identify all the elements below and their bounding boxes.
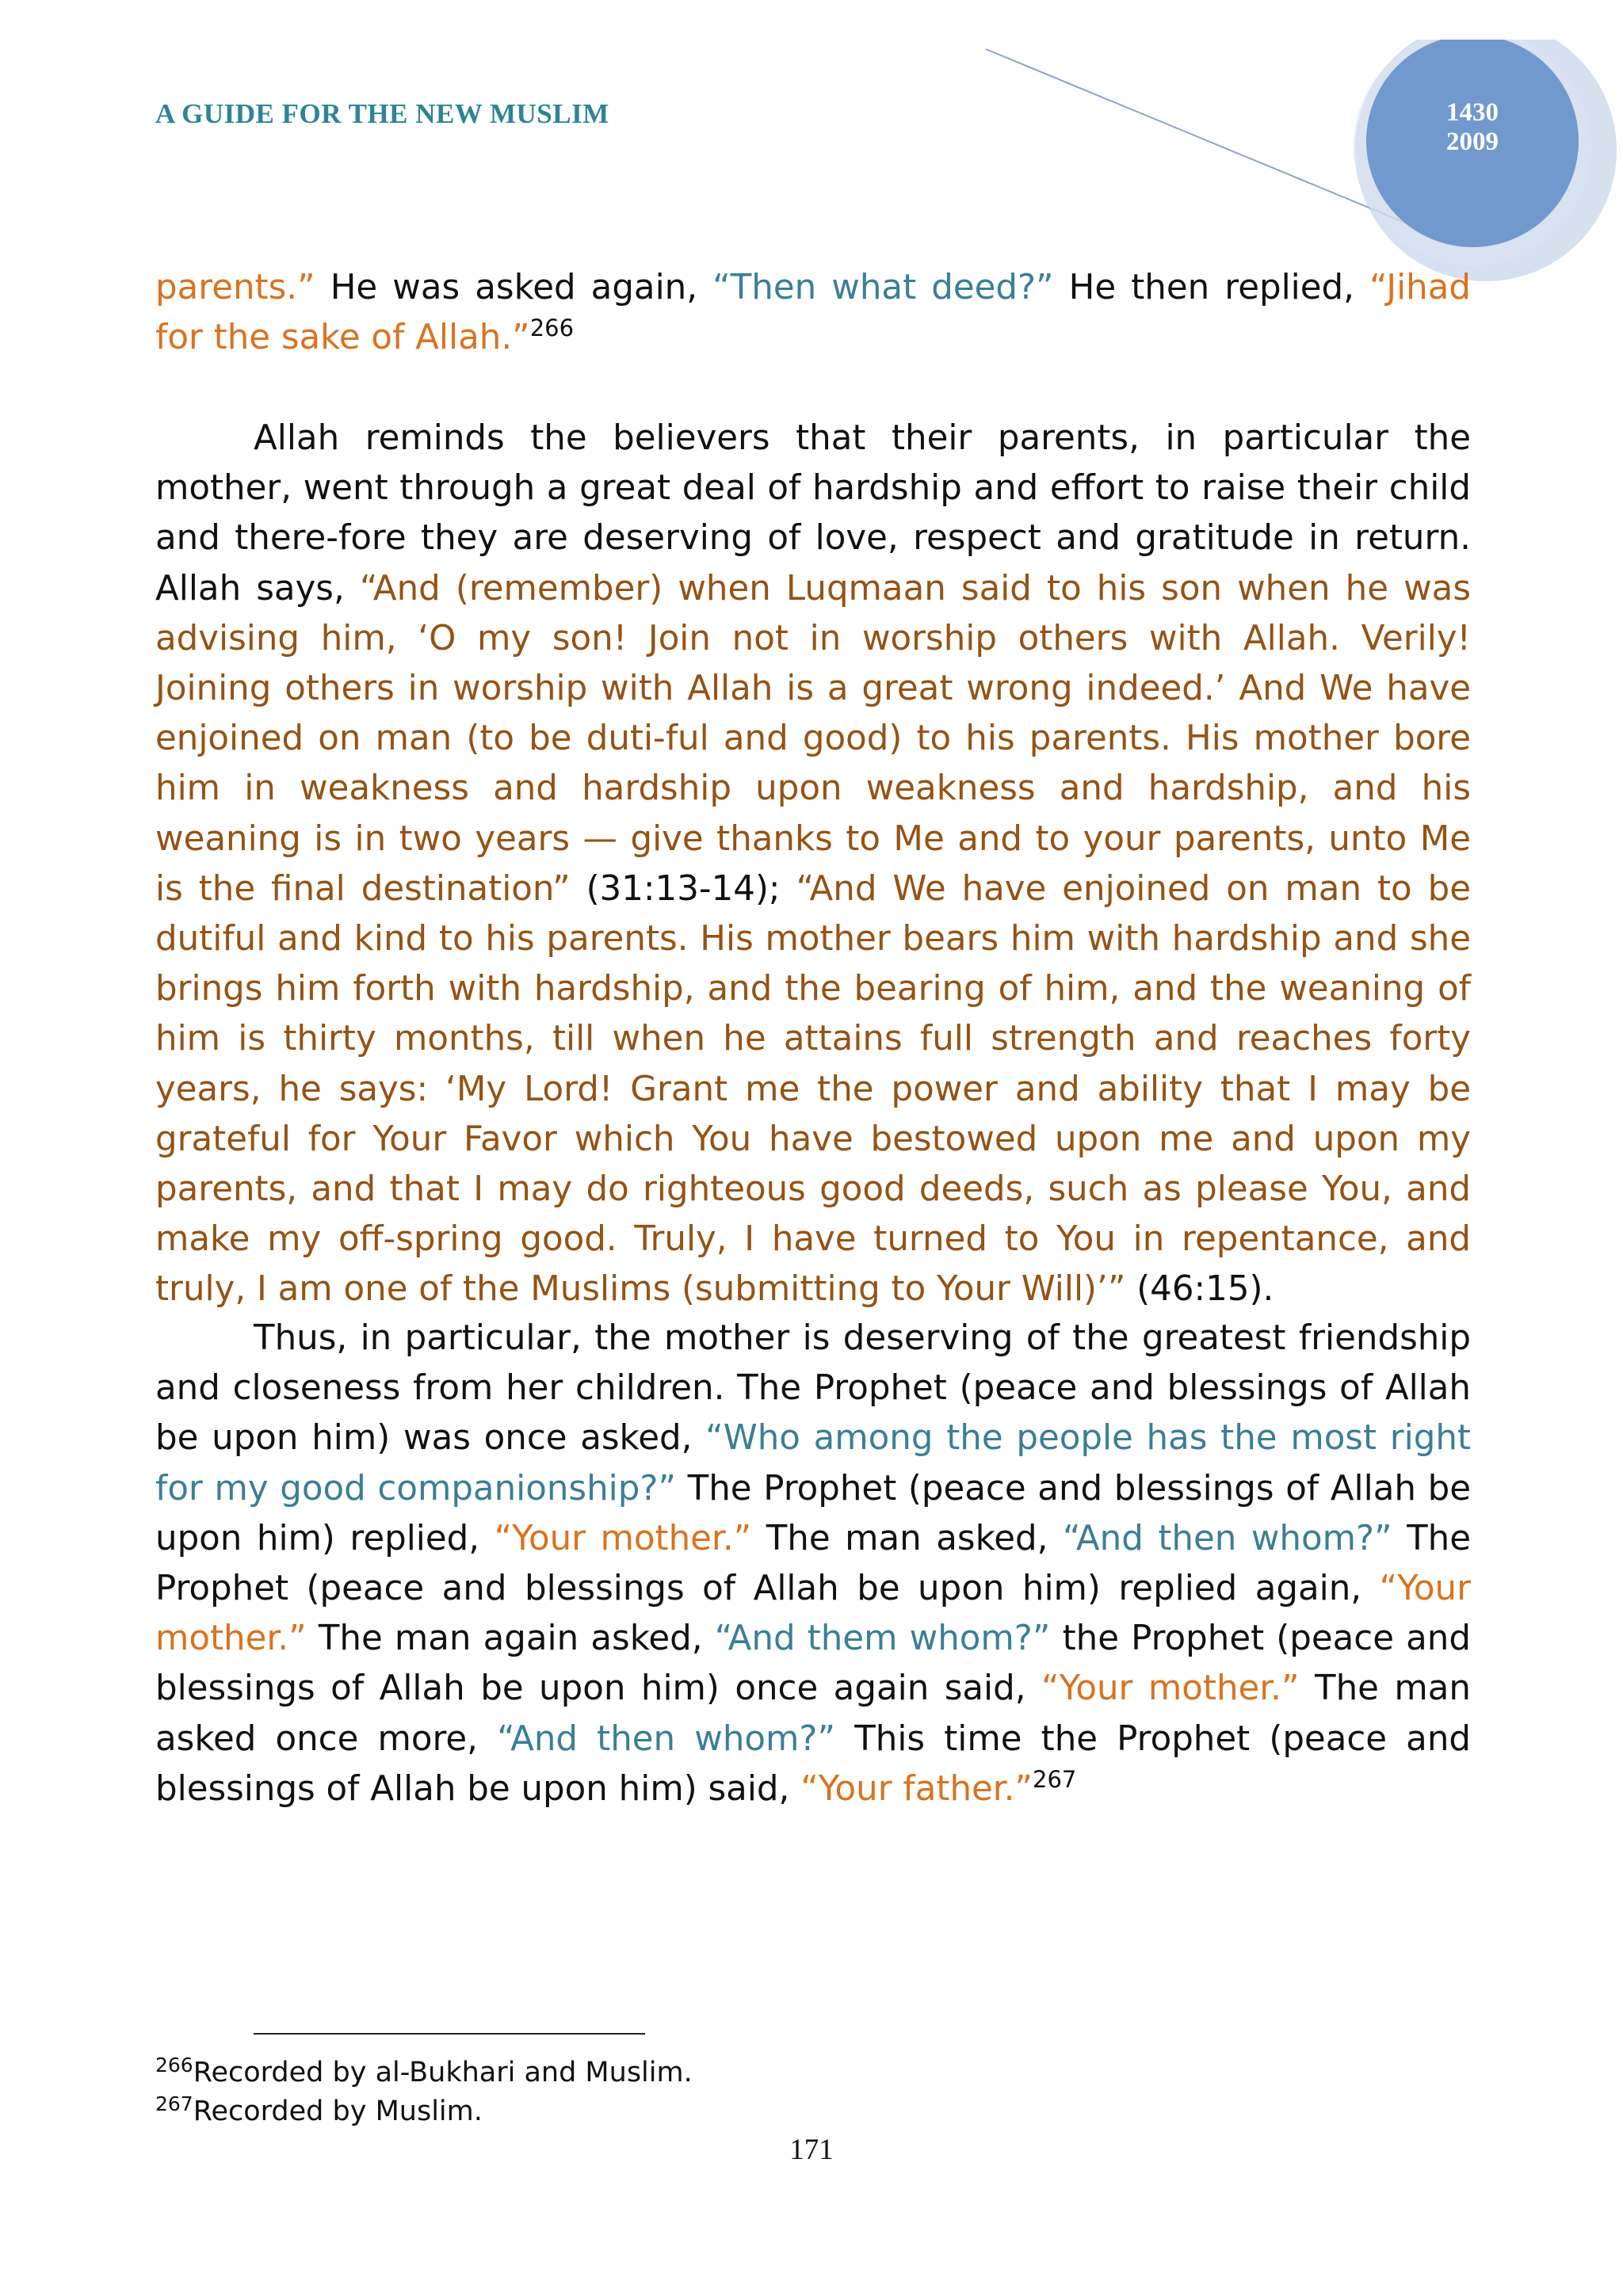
header-decoration-line <box>986 49 1419 228</box>
body-text-run: Allah reminds the believers that their parents, in particular the mother, went through a great deal of hardship and effort to raise their child and there-fore they are deserving of love, respect and gratitude in return. Allah says, <box>155 418 1471 608</box>
question-text: “Who among the people has the most right for my good companionship?” <box>155 1418 1471 1508</box>
body-text-run: the Prophet (peace and blessings of Allah be upon him) once again said, <box>155 1619 1471 1709</box>
running-header-year: 1430 2009 <box>1446 98 1499 156</box>
footnote-number: 266 <box>155 2054 193 2077</box>
body-text-run: The Prophet (peace and blessings of Allah be upon him) replied, <box>155 1468 1471 1558</box>
quote-text: “Jihad for the sake of Allah.” <box>155 268 1471 358</box>
body-text-run: The man asked, <box>751 1518 1063 1558</box>
body-text-run: Thus, in particular, the mother is deserving of the greatest friendship and closeness from her children. The Prophet (peace and blessings of Allah be upon him) was once asked, <box>155 1318 1471 1459</box>
body-text-run: This time the Prophet (peace and blessings of Allah be upon him) said, <box>155 1718 1472 1809</box>
answer-text: “Your mother.” <box>1041 1669 1300 1709</box>
body-text-run: He was asked again, <box>315 268 713 307</box>
quran-quote: “And (remember) when Luqmaan said to his son when he was advising him, ‘O my son! Join not in worship others with Allah. Verily! Joining others in worship with Allah is a great wrong indeed.’ And We have enjoined on man (to be duti-ful and good) to his parents. His mother bore him in weakness and hardship upon weakness and hardship, and his weaning is in two years — give thanks to Me and to your parents, unto Me is the final destination” <box>155 568 1471 909</box>
answer-text: “Your father.” <box>800 1768 1033 1809</box>
paragraph-3 <box>155 1314 1471 1814</box>
header-decoration <box>975 40 1623 301</box>
verse-reference: (31:13-14); <box>570 868 796 909</box>
running-header-title: A GUIDE FOR THE NEW MUSLIM <box>155 98 609 129</box>
answer-text: “Your mother.” <box>155 1569 1471 1659</box>
footnote <box>155 2055 693 2090</box>
question-text: “And them whom?” <box>714 1619 1051 1659</box>
footnote-separator <box>254 2033 645 2035</box>
footnote-text: Recorded by al-Bukhari and Muslim. <box>193 2057 693 2088</box>
paragraph-2 <box>155 414 1471 1315</box>
question-text: “And then whom?” <box>1062 1518 1392 1558</box>
verse-reference: (46:15). <box>1125 1269 1274 1310</box>
footnote-reference: 267 <box>1033 1765 1077 1793</box>
question-text: “And then whom?” <box>497 1718 836 1759</box>
footnote <box>155 2094 483 2129</box>
answer-text: “Your mother.” <box>494 1518 752 1558</box>
body-text-run: The man again asked, <box>306 1619 715 1659</box>
footnote-reference: 266 <box>529 315 575 342</box>
body-text-run: He then replied, <box>1053 268 1370 307</box>
footnote-text: Recorded by Muslim. <box>193 2096 483 2127</box>
question-text: “Then what deed?” <box>712 268 1054 307</box>
body-text-run: The Prophet (peace and blessings of Allah be upon him) replied again, <box>155 1518 1472 1609</box>
quran-quote: “And We have enjoined on man to be dutiful and kind to his parents. His mother bears him with hardship and she brings him forth with hardship, and the bearing of him, and the weaning of him is thirty months, till when he attains full strength and reaches forty years, he says: ‘My Lord! Grant me the power and ability that I may be grateful for Your Favor which You have bestowed upon me and upon my parents, and that I may do righteous good deeds, such as please You, and make my off-spring good. Truly, I have turned to You in repentance, and truly, I am one of the Muslims (submitting to Your Will)’” <box>155 868 1471 1310</box>
page-number: 171 <box>789 2134 834 2166</box>
footnote-number: 267 <box>155 2092 193 2115</box>
paragraph-1 <box>155 263 1471 363</box>
body-text-run: The man asked once more, <box>155 1669 1471 1759</box>
quote-text: parents.” <box>155 268 315 307</box>
